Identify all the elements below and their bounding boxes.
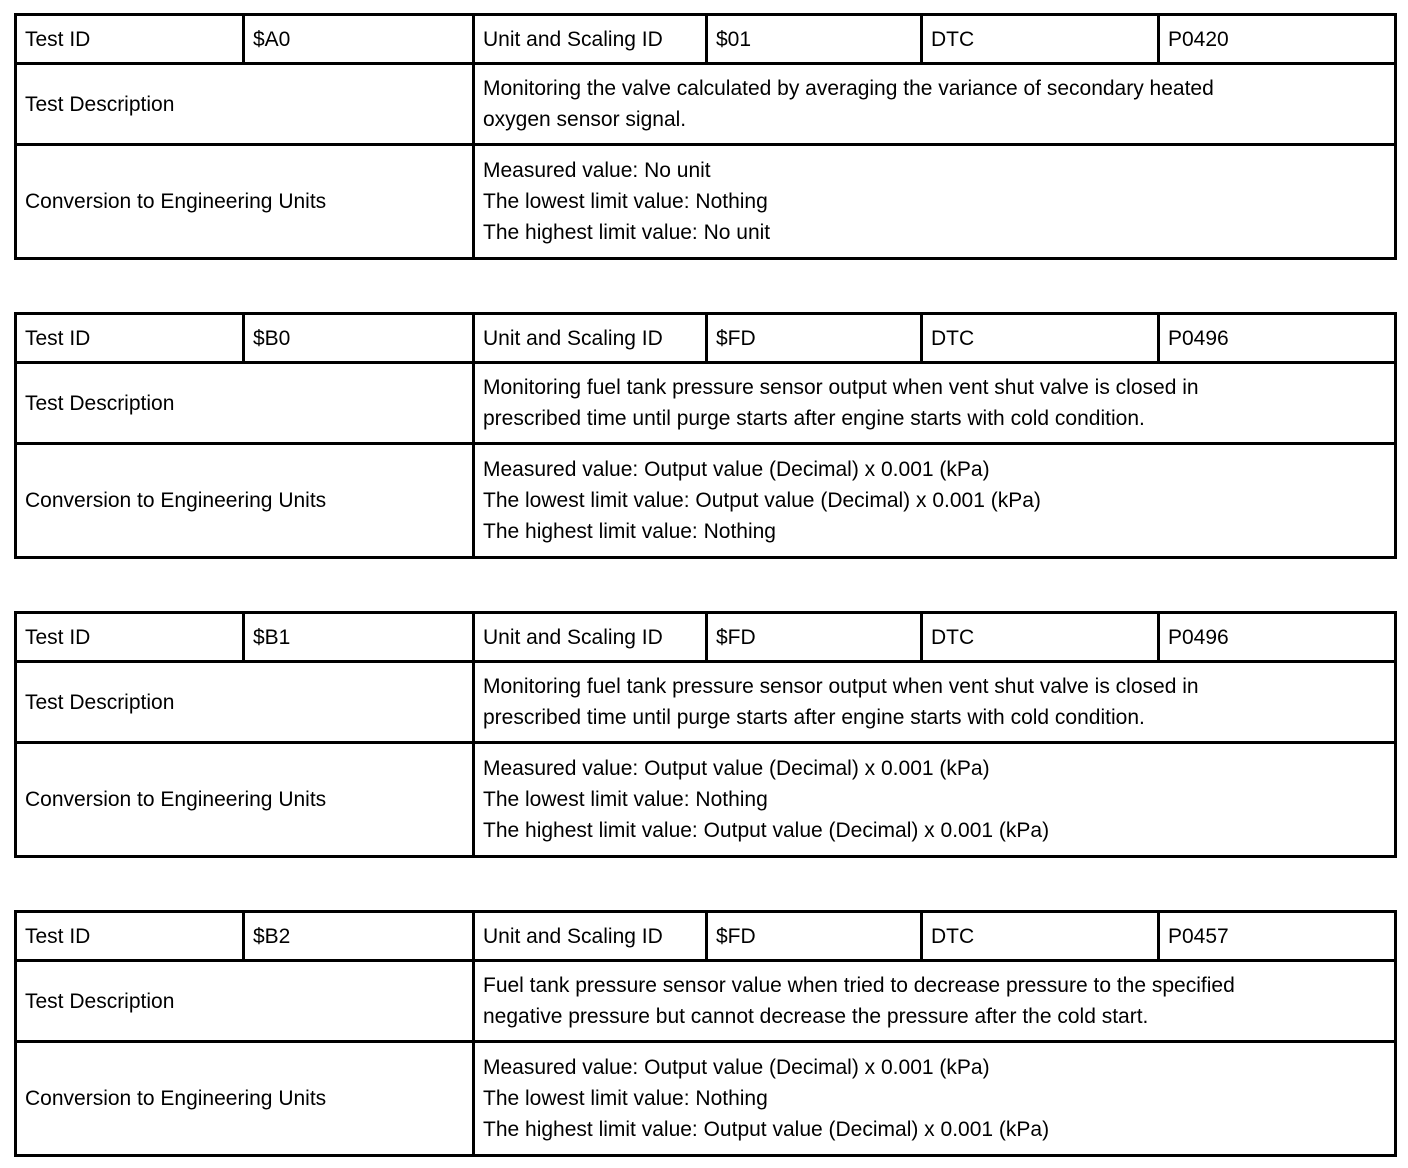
conversion-label: Conversion to Engineering Units <box>16 1042 474 1156</box>
conversion-line: The lowest limit value: Nothing <box>483 788 768 811</box>
dtc-value: P0457 <box>1159 912 1396 961</box>
test-table-a0 <box>14 13 1397 260</box>
conversion-line: Measured value: Output value (Decimal) x 0.001 (kPa) <box>483 458 990 481</box>
conversion-value <box>474 743 1396 857</box>
conversion-value <box>474 444 1396 558</box>
test-description-value <box>474 64 1396 145</box>
conversion-line: Measured value: Output value (Decimal) x 0.001 (kPa) <box>483 757 990 780</box>
test-table-b2 <box>14 910 1397 1157</box>
unit-scaling-label: Unit and Scaling ID <box>474 314 707 363</box>
description-line: negative pressure but cannot decrease the pressure after the cold start. <box>483 1005 1149 1028</box>
test-id-label: Test ID <box>16 15 244 64</box>
description-line: prescribed time until purge starts after engine starts with cold condition. <box>483 706 1145 729</box>
unit-scaling-value: $FD <box>707 613 922 662</box>
conversion-line: The highest limit value: No unit <box>483 221 771 244</box>
test-id-value: $A0 <box>244 15 474 64</box>
conversion-label: Conversion to Engineering Units <box>16 743 474 857</box>
conversion-line: Measured value: Output value (Decimal) x 0.001 (kPa) <box>483 1056 990 1079</box>
conversion-line: The lowest limit value: Output value (Decimal) x 0.001 (kPa) <box>483 489 1041 512</box>
test-description-label: Test Description <box>16 662 474 743</box>
dtc-label: DTC <box>922 15 1159 64</box>
unit-scaling-label: Unit and Scaling ID <box>474 15 707 64</box>
unit-scaling-value: $01 <box>707 15 922 64</box>
test-id-label: Test ID <box>16 613 244 662</box>
test-table-b0 <box>14 312 1397 559</box>
dtc-value: P0420 <box>1159 15 1396 64</box>
dtc-label: DTC <box>922 613 1159 662</box>
description-line: oxygen sensor signal. <box>483 108 687 131</box>
conversion-line: The highest limit value: Output value (Decimal) x 0.001 (kPa) <box>483 819 1050 842</box>
test-description-label: Test Description <box>16 64 474 145</box>
conversion-line: The lowest limit value: Nothing <box>483 1087 768 1110</box>
dtc-label: DTC <box>922 912 1159 961</box>
test-id-value: $B1 <box>244 613 474 662</box>
conversion-line: The lowest limit value: Nothing <box>483 190 768 213</box>
conversion-line: Measured value: No unit <box>483 159 711 182</box>
conversion-label: Conversion to Engineering Units <box>16 444 474 558</box>
description-line: Monitoring the valve calculated by averaging the variance of secondary heated <box>483 77 1214 100</box>
unit-scaling-label: Unit and Scaling ID <box>474 912 707 961</box>
description-line: Monitoring fuel tank pressure sensor output when vent shut valve is closed in <box>483 675 1199 698</box>
conversion-value <box>474 145 1396 259</box>
test-id-value: $B2 <box>244 912 474 961</box>
conversion-label: Conversion to Engineering Units <box>16 145 474 259</box>
description-line: Fuel tank pressure sensor value when tried to decrease pressure to the specified <box>483 974 1235 997</box>
test-id-label: Test ID <box>16 912 244 961</box>
dtc-value: P0496 <box>1159 314 1396 363</box>
test-description-value <box>474 662 1396 743</box>
unit-scaling-value: $FD <box>707 912 922 961</box>
unit-scaling-label: Unit and Scaling ID <box>474 613 707 662</box>
test-description-label: Test Description <box>16 961 474 1042</box>
dtc-label: DTC <box>922 314 1159 363</box>
test-description-label: Test Description <box>16 363 474 444</box>
description-line: prescribed time until purge starts after engine starts with cold condition. <box>483 407 1145 430</box>
conversion-line: The highest limit value: Nothing <box>483 520 776 543</box>
description-line: Monitoring fuel tank pressure sensor output when vent shut valve is closed in <box>483 376 1199 399</box>
test-table-b1 <box>14 611 1397 858</box>
test-id-label: Test ID <box>16 314 244 363</box>
conversion-value <box>474 1042 1396 1156</box>
unit-scaling-value: $FD <box>707 314 922 363</box>
conversion-line: The highest limit value: Output value (Decimal) x 0.001 (kPa) <box>483 1118 1050 1141</box>
dtc-value: P0496 <box>1159 613 1396 662</box>
test-description-value <box>474 961 1396 1042</box>
test-description-value <box>474 363 1396 444</box>
test-id-value: $B0 <box>244 314 474 363</box>
